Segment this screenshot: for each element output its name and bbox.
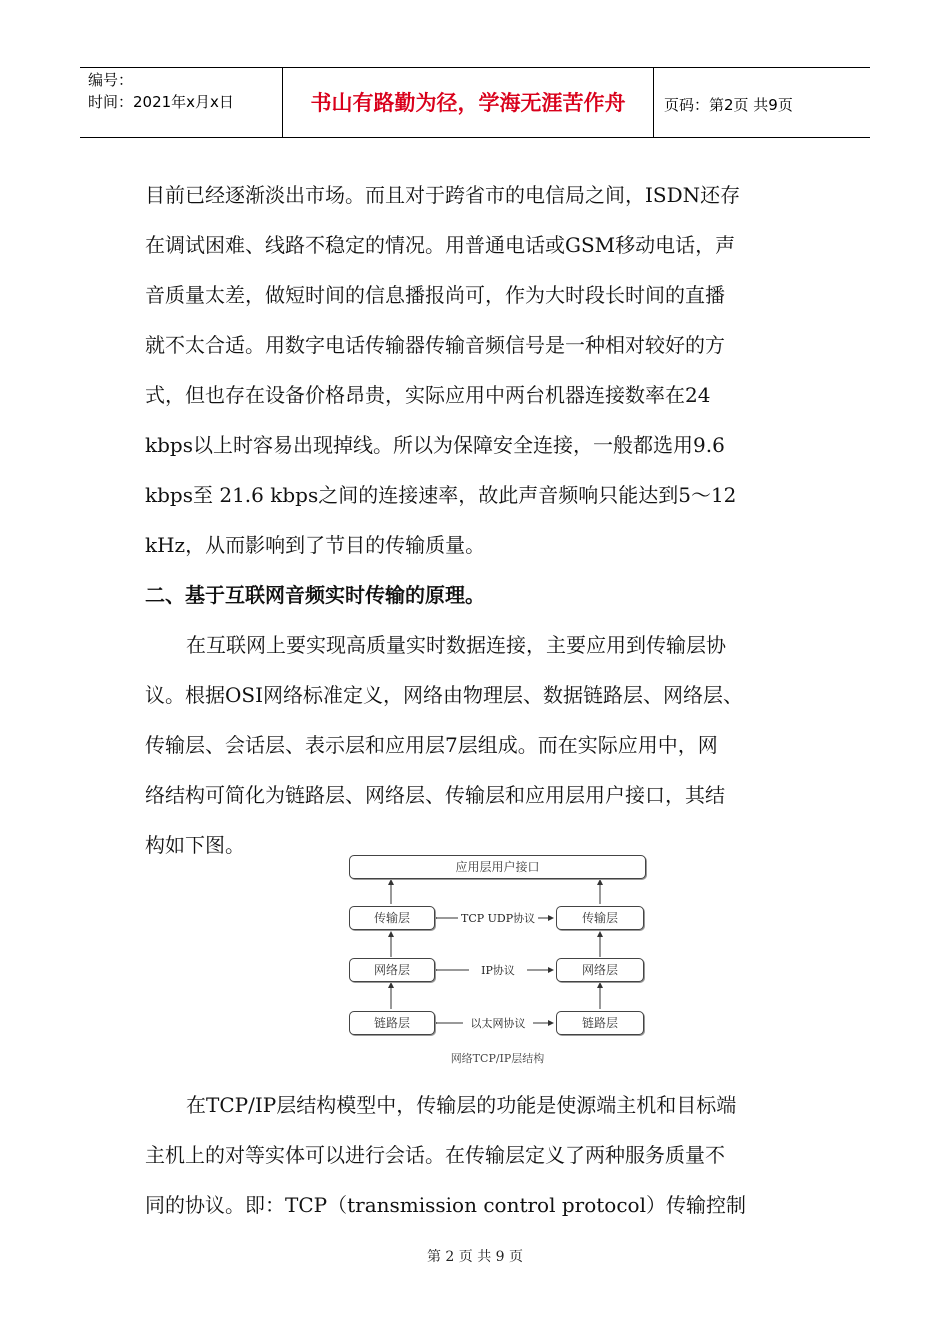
paragraph-line: 主机上的对等实体可以进行会话。在传输层定义了两种服务质量不	[145, 1143, 725, 1167]
header-meta-cell	[80, 68, 283, 137]
paragraph-line: 议。根据OSI网络标准定义，网络由物理层、数据链路层、网络层、	[145, 683, 743, 707]
paragraph-line: 就不太合适。用数字电话传输器传输音频信号是一种相对较好的方	[145, 333, 725, 357]
right-link-box: 链路层	[556, 1011, 644, 1035]
diagram-caption: 网络TCP/IP层结构	[450, 1052, 545, 1065]
page-header	[80, 67, 870, 138]
left-transport-box: 传输层	[349, 906, 435, 930]
number-label: 编号：	[88, 71, 134, 89]
paragraph-line: 音质量太差，做短时间的信息播报尚可，作为大时段长时间的直播	[145, 283, 725, 307]
ethernet-label: 以太网协议	[463, 1015, 533, 1031]
paragraph-line: 式，但也存在设备价格昂贵，实际应用中两台机器连接数率在24	[145, 383, 711, 407]
paragraph-line: 同的协议。即：TCP（transmission control protocol）传输控制	[145, 1193, 746, 1217]
app-layer-box: 应用层用户接口	[349, 855, 646, 879]
section-heading: 二、基于互联网音频实时传输的原理。	[145, 583, 485, 607]
paragraph-line: kbps以上时容易出现掉线。所以为保障安全连接，一般都选用9.6	[145, 433, 725, 457]
page-info: 页码：第2页 共9页	[664, 96, 793, 114]
right-transport-box: 传输层	[556, 906, 644, 930]
header-motto-cell	[283, 68, 654, 137]
paragraph-line: kHz，从而影响到了节目的传输质量。	[145, 533, 486, 557]
paragraph-line: 络结构可简化为链路层、网络层、传输层和应用层用户接口，其结	[145, 783, 725, 807]
tcp-udp-label: TCP UDP协议	[458, 910, 538, 926]
left-network-box: 网络层	[349, 958, 435, 982]
paragraph-line: 目前已经逐渐淡出市场。而且对于跨省市的电信局之间，ISDN还存	[145, 183, 741, 207]
paragraph-line: kbps至 21.6 kbps之间的连接速率，故此声音频响只能达到5～12	[145, 483, 737, 507]
time-label: 时间：2021年x月x日	[88, 93, 234, 111]
header-page-cell	[654, 68, 870, 137]
document-body-continued	[145, 1080, 815, 1230]
paragraph-line: 构如下图。	[145, 833, 245, 857]
right-network-box: 网络层	[556, 958, 644, 982]
left-link-box: 链路层	[349, 1011, 435, 1035]
paragraph-line: 在互联网上要实现高质量实时数据连接，主要应用到传输层协	[186, 633, 726, 657]
paragraph-line: 在调试困难、线路不稳定的情况。用普通电话或GSM移动电话，声	[145, 233, 736, 257]
paragraph-line: 传输层、会话层、表示层和应用层7层组成。而在实际应用中，网	[145, 733, 718, 757]
motto: 书山有路勤为径，学海无涯苦作舟	[310, 91, 626, 115]
paragraph-line: 在TCP/IP层结构模型中，传输层的功能是使源端主机和目标端	[186, 1093, 737, 1117]
document-body	[145, 170, 815, 870]
ip-label: IP协议	[469, 962, 527, 978]
page-footer: 第 2 页 共 9 页	[426, 1249, 524, 1265]
tcpip-layer-diagram	[345, 852, 650, 1072]
